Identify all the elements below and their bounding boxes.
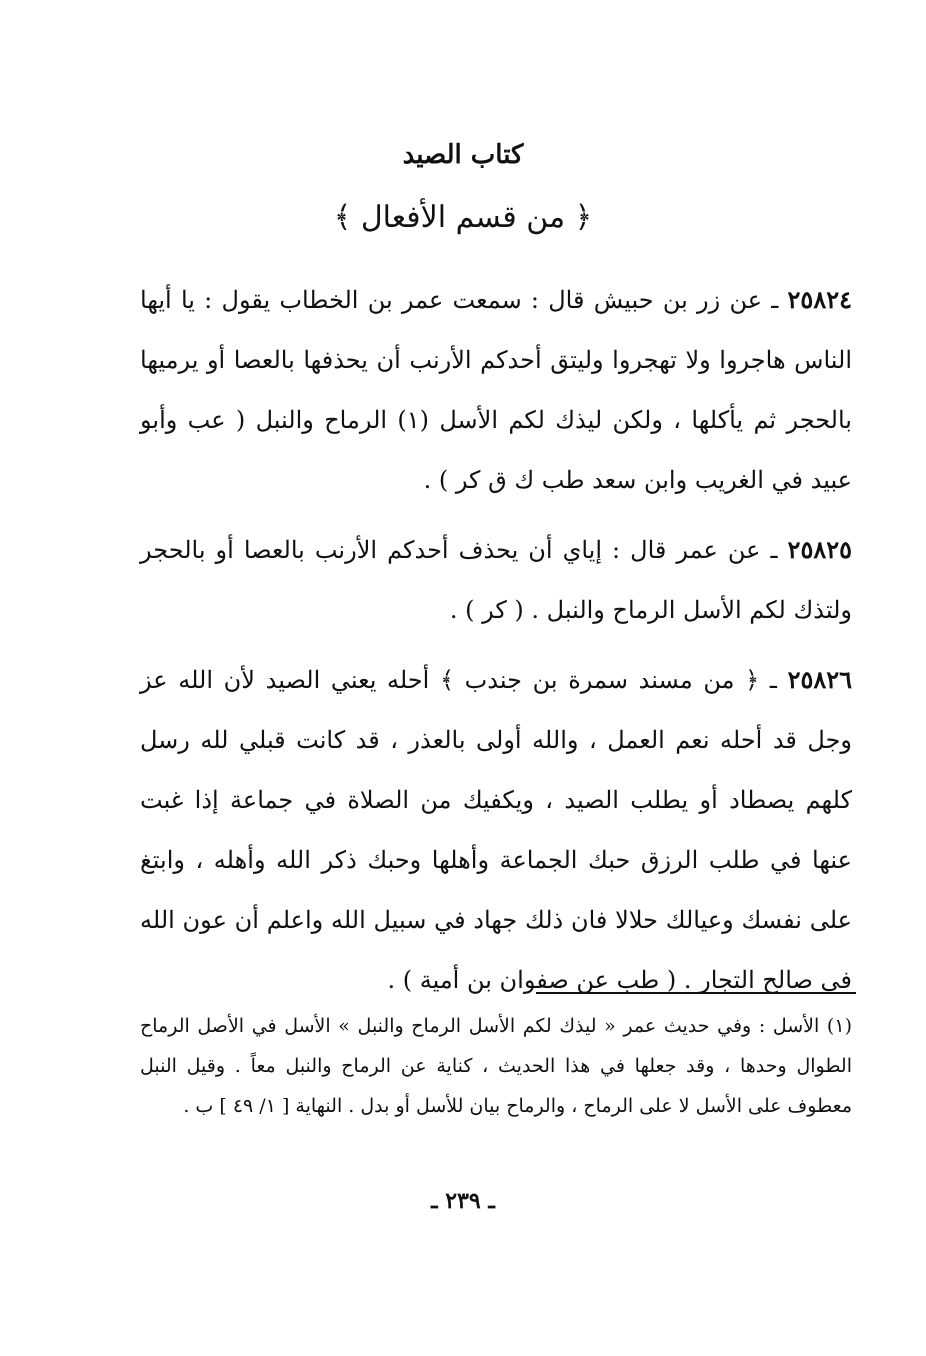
footnote: (١) الأسل : وفي حديث عمر « ليذك لكم الأسل الرماح والنبل » الأسل في الأصل الرماح الطوال وحدها ، وقد جعلها في هذا الحديث ، كناية عن الرماح والنبل معاً . وقيل النبل معطوف على الأسل لا على الرماح ، والرماح بيان للأسل أو بدل . النهاية [ ١/ ٤٩ ] ب . [140, 1015, 852, 1117]
hadith-text: ـ ﴿ من مسند سمرة بن جندب ﴾ أحله يعني الصيد لأن الله عز وجل قد أحله نعم العمل ، والله أولى بالعذر ، قد كانت قبلي لله رسل كلهم يصطاد أو يطلب الصيد ، ويكفيك من الصلاة في جماعة إذا غبت عنها في طلب الرزق حبك الجماعة وأهلها وحبك ذكر الله وأهله ، وابتغ على نفسك وعيالك حلالا فان ذلك جهاد في سبيل الله واعلم أن عون الله في صالح التجار . ( طب عن صفوان بن أمية ) . [140, 666, 852, 994]
section-title: ﴿ من قسم الأفعال ﴾ [333, 200, 593, 235]
hadith-entry [140, 650, 852, 1010]
hadith-number: ٢٥٨٢٤ [787, 285, 852, 314]
hadith-number: ٢٥٨٢٦ [787, 665, 853, 694]
footnote-separator [536, 992, 856, 994]
hadith-text: ـ عن عمر قال : إياي أن يحذف أحدكم الأرنب بالعصا أو بالحجر ولتذك لكم الأسل الرماح والنبل . ( كر ) . [140, 536, 852, 624]
book-title: كتاب الصيد [402, 140, 524, 170]
hadith-text: ـ عن زر بن حبيش قال : سمعت عمر بن الخطاب يقول : يا أيها الناس هاجروا ولا تهجروا وليتق أحدكم الأرنب أن يحذفها بالعصا أو يرميها بالحجر ثم يأكلها ، ولكن ليذك لكم الأسل (١) الرماح والنبل ( عب وأبو عبيد في الغريب وابن سعد طب ك ق كر ) . [140, 286, 852, 494]
hadith-entry [140, 270, 852, 510]
hadith-body [140, 270, 852, 1020]
hadith-number: ٢٥٨٢٥ [787, 535, 852, 564]
hadith-entry [140, 520, 852, 640]
page-number: ـ ٢٣٩ ـ [431, 1188, 495, 1214]
